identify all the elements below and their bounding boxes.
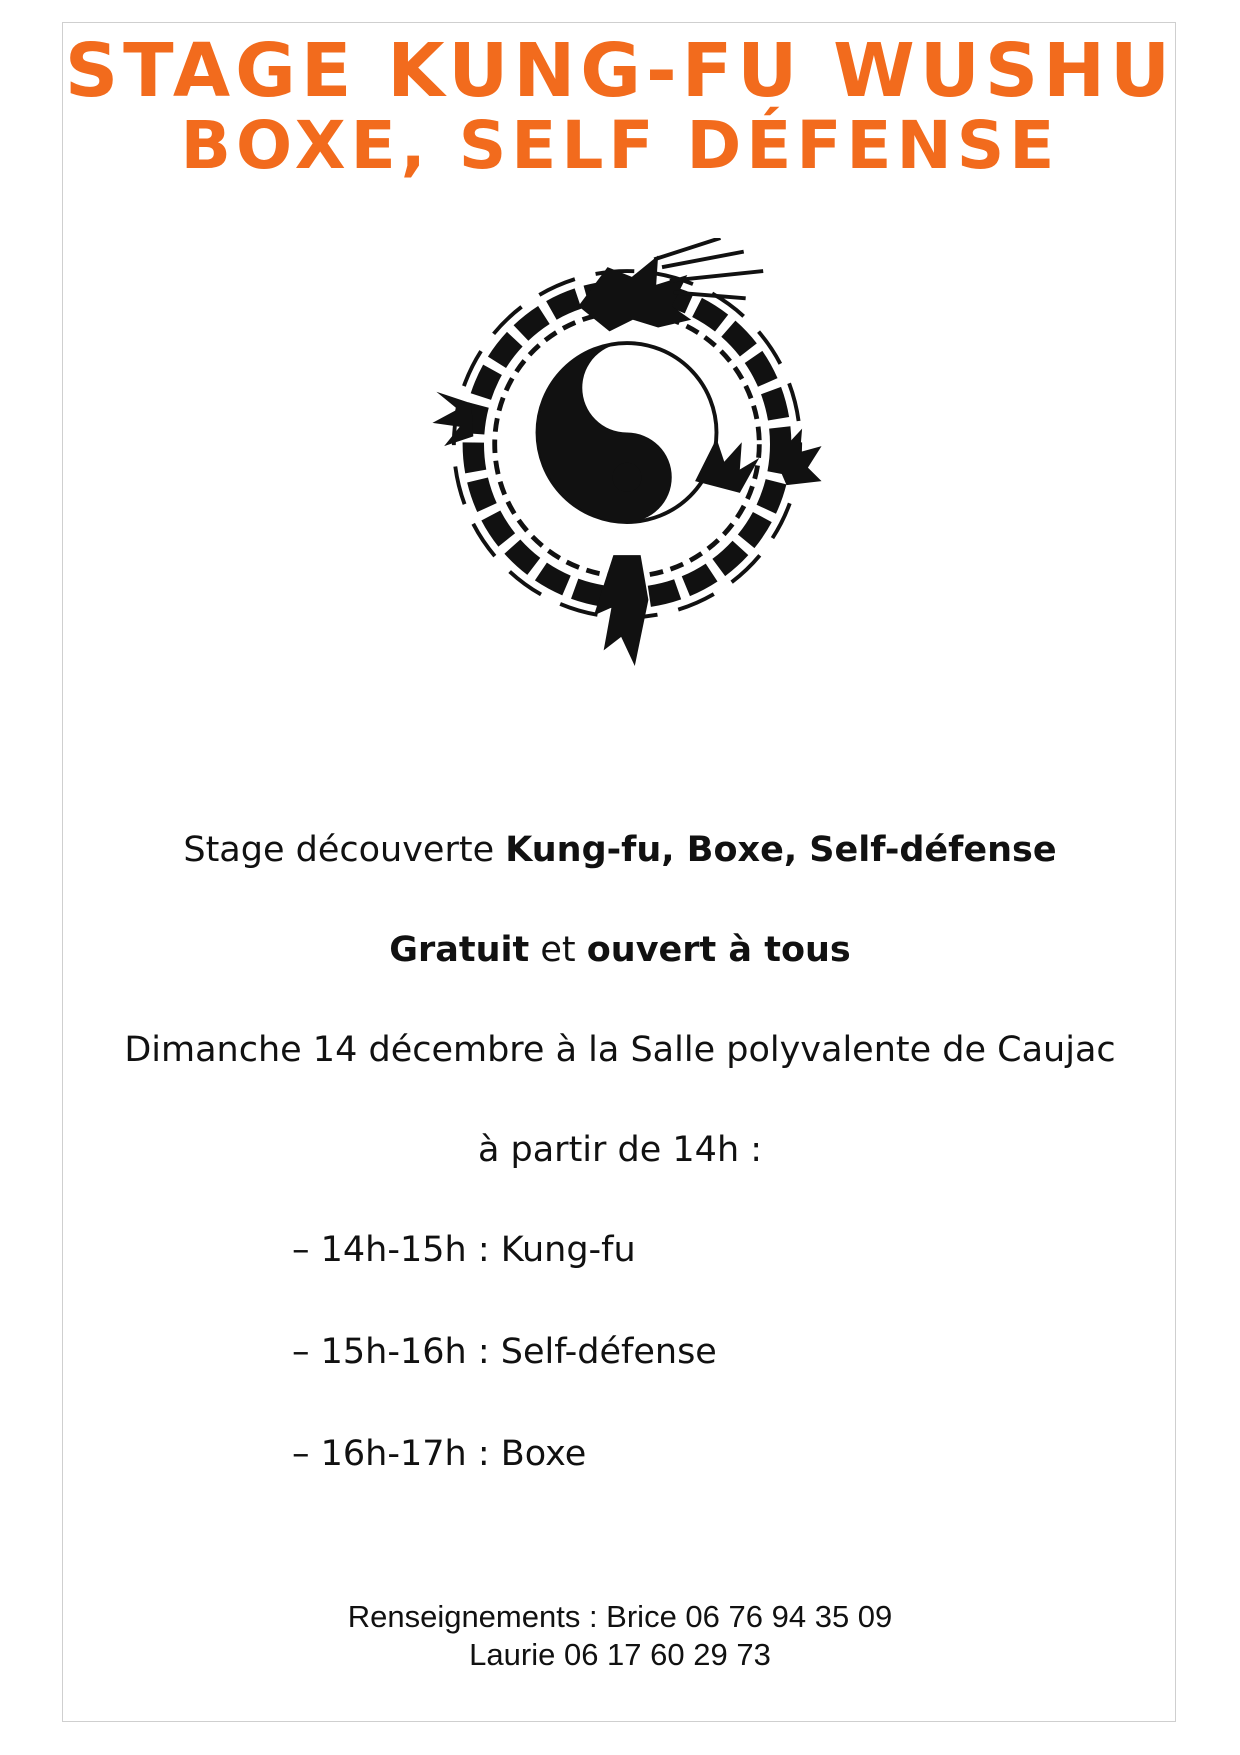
access-open: ouvert à tous: [586, 930, 851, 970]
schedule-dash: –: [292, 1434, 321, 1474]
title-line-2: BOXE, SELF DÉFENSE: [180, 107, 1060, 184]
schedule-activity: Kung-fu: [500, 1230, 636, 1270]
access-and: et: [529, 930, 587, 970]
schedule-item-boxe: [292, 1432, 586, 1476]
start-time: à partir de 14h :: [477, 1130, 763, 1170]
schedule-dash: –: [292, 1332, 321, 1372]
schedule-activity: Boxe: [500, 1434, 587, 1474]
schedule-sep: :: [466, 1434, 501, 1474]
date-place: Dimanche 14 décembre à la Salle polyvalente de Caujac: [124, 1030, 1116, 1070]
intro-prefix: Stage découverte: [183, 830, 506, 870]
schedule-time: 16h-17h: [320, 1434, 467, 1474]
schedule-time: 14h-15h: [320, 1230, 467, 1270]
schedule-item-self-defense: [292, 1330, 717, 1374]
schedule-dash: –: [292, 1230, 321, 1270]
access-free: Gratuit: [389, 930, 530, 970]
schedule-item-kung-fu: [292, 1228, 636, 1272]
intro-disciplines: Kung-fu, Boxe, Self-défense: [505, 830, 1057, 870]
dragon-yin-yang-icon: [432, 238, 822, 666]
schedule-activity: Self-défense: [500, 1332, 717, 1372]
schedule-sep: :: [466, 1332, 501, 1372]
access-line: [0, 928, 1240, 972]
contact-line-1: Renseignements : Brice 06 76 94 35 09: [347, 1599, 893, 1634]
schedule-sep: :: [466, 1230, 501, 1270]
contact-line-2: Laurie 06 17 60 29 73: [469, 1637, 771, 1672]
schedule-time: 15h-16h: [320, 1332, 467, 1372]
intro-line: [0, 828, 1240, 872]
title-line-1: STAGE KUNG-FU WUSHU: [64, 28, 1176, 114]
